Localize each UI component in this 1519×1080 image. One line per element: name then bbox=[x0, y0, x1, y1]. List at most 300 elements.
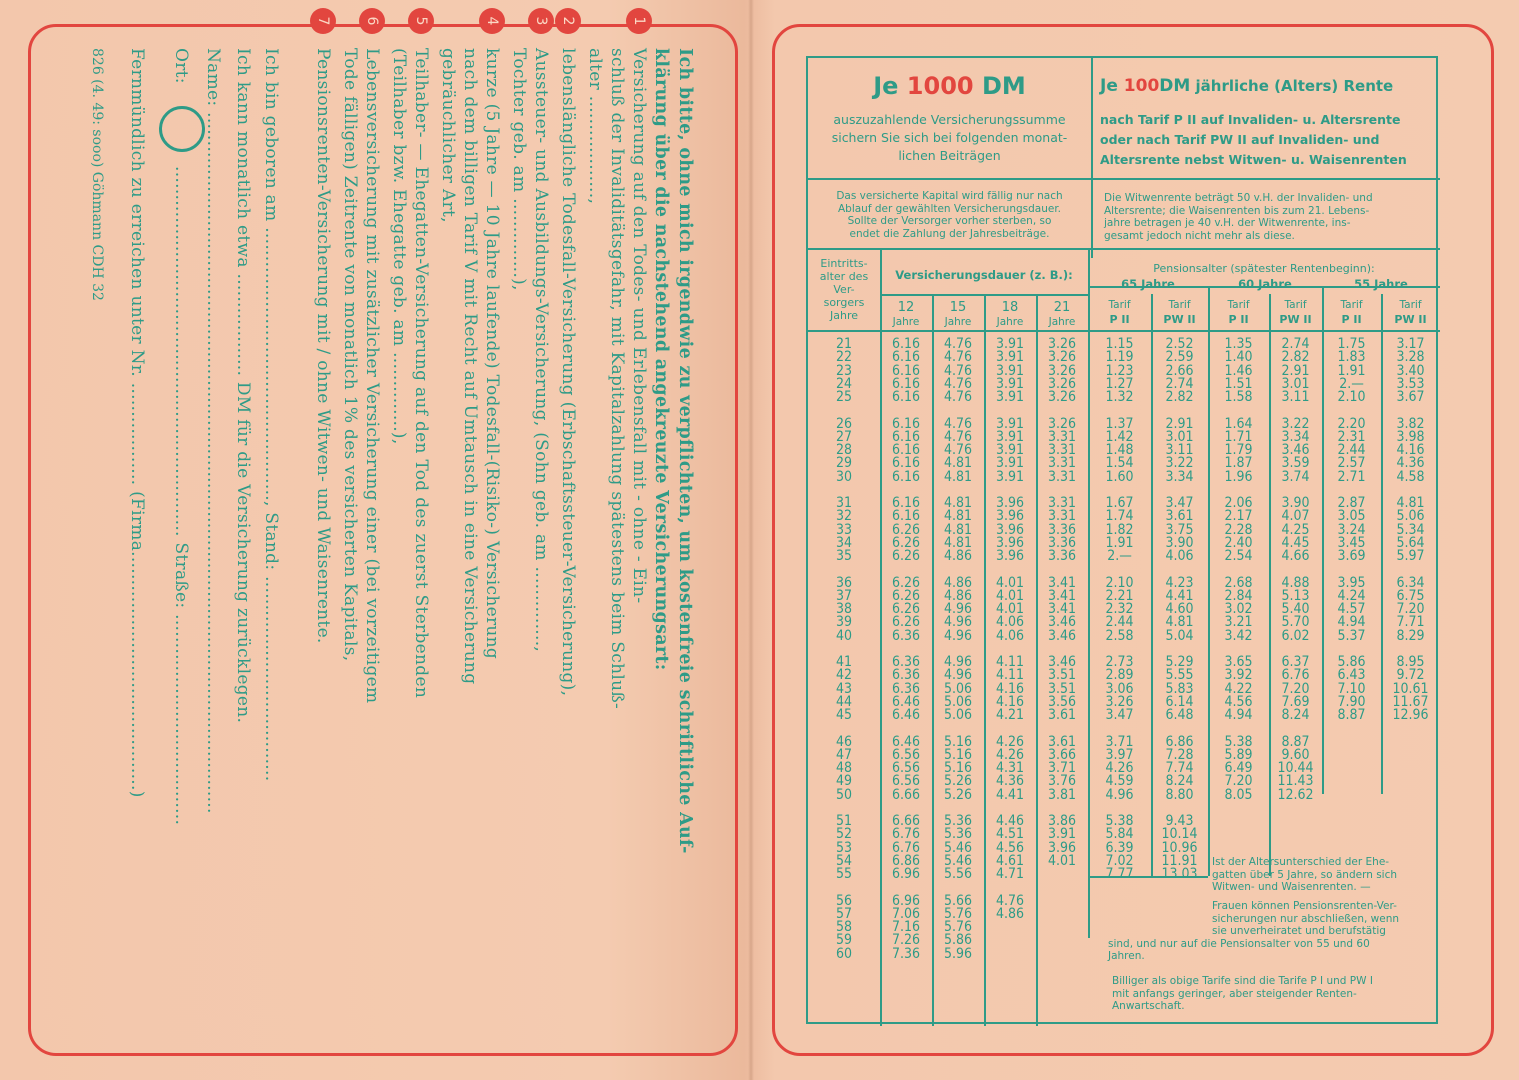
header2-je: Je bbox=[1100, 76, 1124, 96]
table-cell: 60 bbox=[835, 945, 853, 962]
table-cell: 2.82 bbox=[1281, 349, 1310, 366]
footnote-cheaper-tariffs: Anwartschaft. bbox=[1112, 1000, 1185, 1012]
note-widow-pension: Die Witwenrente beträgt 50 v.H. der Invaliden- und bbox=[1104, 192, 1373, 204]
table-cell: 3.97 bbox=[1105, 746, 1134, 763]
option-text-line: gebräuchlicher Art, bbox=[438, 48, 458, 223]
table-cell: 2.89 bbox=[1105, 667, 1134, 684]
table-cell: 1.91 bbox=[1337, 362, 1366, 379]
table-cell: 5.66 bbox=[943, 892, 973, 909]
table-cell: 1.91 bbox=[1105, 534, 1134, 551]
note-capital-due: Sollte der Versorger vorher sterben, so bbox=[847, 215, 1052, 227]
header-100-subtext: nach Tarif P II auf Invaliden- u. Altersrente bbox=[1100, 112, 1401, 127]
entry-age-header: alter des bbox=[819, 270, 869, 283]
pension-age-label: 65 Jahre bbox=[1121, 277, 1175, 291]
table-cell: 4.01 bbox=[995, 587, 1025, 604]
pension-age-header: Pensionsalter (spätester Rentenbeginn): bbox=[1153, 262, 1375, 275]
table-cell: 3.31 bbox=[1047, 508, 1077, 525]
table-cell: 4.81 bbox=[943, 495, 973, 511]
table-cell: 1.42 bbox=[1105, 428, 1134, 445]
table-cell: 4.26 bbox=[995, 733, 1025, 750]
table-cell: 5.06 bbox=[943, 680, 973, 697]
table-cell: 6.16 bbox=[891, 362, 921, 379]
table-column-d15 bbox=[932, 338, 984, 961]
option-number-badge: 1 bbox=[626, 8, 652, 34]
empty-cell bbox=[1381, 828, 1440, 841]
table-cell: 4.81 bbox=[943, 534, 973, 551]
empty-cell bbox=[1269, 815, 1322, 828]
table-cell: 6.16 bbox=[891, 495, 921, 511]
table-cell: 5.86 bbox=[943, 932, 973, 949]
table-cell: 4.11 bbox=[995, 667, 1025, 684]
form-intro-line-2: klärung über die nachstehend angekreuzte Versicherungsart: bbox=[651, 48, 671, 671]
table-cell: 6.75 bbox=[1396, 587, 1425, 604]
table-cell: 12.96 bbox=[1392, 707, 1429, 723]
table-cell: 8.24 bbox=[1165, 773, 1194, 790]
note-widow-pension: Altersrente; die Waisenrenten bis zum 21. Lebens- bbox=[1104, 204, 1370, 217]
table-cell: 4.81 bbox=[943, 508, 973, 525]
table-cell: 3.26 bbox=[1047, 349, 1077, 366]
table-cell: 2.66 bbox=[1165, 362, 1194, 379]
table-cell: 5.06 bbox=[1396, 508, 1425, 525]
table-cell: 4.76 bbox=[943, 349, 973, 366]
table-cell: 9.72 bbox=[1396, 667, 1425, 684]
table-cell: 1.32 bbox=[1105, 389, 1134, 405]
table-cell: 4.96 bbox=[943, 667, 973, 684]
table-cell: 6.36 bbox=[891, 667, 921, 684]
table-cell: 3.95 bbox=[1337, 574, 1366, 591]
tarif-label: Tarif bbox=[1227, 299, 1250, 311]
table-cell: 6.16 bbox=[891, 336, 921, 352]
table-cell: 4.76 bbox=[943, 375, 973, 392]
table-cell: 5.46 bbox=[943, 839, 973, 856]
tarif-label: Tarif bbox=[1340, 299, 1363, 311]
table-cell: 3.69 bbox=[1337, 548, 1366, 564]
table-cell: 4.16 bbox=[995, 693, 1025, 710]
table-cell: 5.97 bbox=[1396, 548, 1425, 564]
table-cell: 6.16 bbox=[891, 508, 921, 525]
table-cell: 5.16 bbox=[943, 760, 973, 776]
table-cell: 7.02 bbox=[1105, 852, 1134, 869]
table-cell: 4.96 bbox=[943, 627, 973, 644]
table-cell: 3.61 bbox=[1165, 508, 1194, 525]
table-cell: 2.40 bbox=[1224, 534, 1253, 551]
table-cell: 2.06 bbox=[1224, 495, 1253, 511]
table-cell: 8.29 bbox=[1396, 627, 1425, 644]
table-cell: 4.41 bbox=[1165, 587, 1194, 604]
footnote-women: Jahren. bbox=[1108, 950, 1145, 962]
table-cell: 1.74 bbox=[1105, 508, 1134, 525]
ort-street-field: ................................................................. Straße: ..................................... bbox=[171, 166, 191, 826]
table-cell: 2.84 bbox=[1224, 587, 1253, 604]
empty-cell bbox=[1208, 828, 1269, 841]
table-cell: 3.92 bbox=[1224, 667, 1253, 684]
table-cell: 4.76 bbox=[943, 389, 973, 405]
table-cell: 6.56 bbox=[891, 746, 921, 763]
tarif-name: P II bbox=[1341, 313, 1362, 326]
table-cell: 4.11 bbox=[995, 654, 1025, 670]
footnote-women: sie unverheiratet und berufstätig bbox=[1212, 925, 1386, 937]
table-cell: 6.34 bbox=[1396, 574, 1425, 591]
table-cell: 1.96 bbox=[1224, 468, 1253, 485]
table-cell: 4.86 bbox=[943, 548, 973, 564]
footnote-women: Frauen können Pensionsrenten-Ver- bbox=[1212, 900, 1397, 912]
table-cell: 46 bbox=[835, 733, 853, 750]
table-cell: 2.— bbox=[1339, 375, 1364, 392]
table-cell: 3.86 bbox=[1047, 813, 1077, 829]
table-cell: 4.46 bbox=[995, 813, 1025, 829]
table-cell: 4.76 bbox=[995, 892, 1025, 909]
tarif-label: Tarif bbox=[1108, 299, 1131, 311]
table-cell: 2.82 bbox=[1165, 389, 1194, 405]
tarif-name: P II bbox=[1228, 313, 1249, 326]
table-cell: 5.40 bbox=[1281, 601, 1310, 617]
table-cell: 2.28 bbox=[1224, 521, 1253, 538]
table-cell: 4.59 bbox=[1105, 773, 1134, 790]
table-cell: 5.64 bbox=[1396, 534, 1425, 551]
table-cell: 4.76 bbox=[943, 428, 973, 445]
table-cell: 3.26 bbox=[1105, 693, 1134, 710]
note-capital-due: Das versicherte Kapital wird fällig nur nach bbox=[836, 190, 1063, 202]
table-cell: 3.91 bbox=[995, 455, 1025, 472]
header-per-100-dm-pension bbox=[1100, 76, 1393, 96]
table-cell: 3.81 bbox=[1047, 786, 1077, 803]
option-text-line: Aussteuer- und Ausbildungs-Versicherung, (Sohn geb. am .............., bbox=[531, 48, 551, 653]
table-cell: 3.26 bbox=[1047, 389, 1077, 405]
table-cell: 4.36 bbox=[995, 773, 1025, 790]
table-cell: 53 bbox=[835, 839, 853, 856]
table-cell: 6.43 bbox=[1337, 667, 1366, 684]
table-cell: 7.28 bbox=[1165, 746, 1194, 763]
tarif-label: Tarif bbox=[1168, 299, 1191, 311]
empty-cell bbox=[1381, 842, 1440, 855]
table-cell: 6.96 bbox=[891, 866, 921, 882]
table-cell: 5.84 bbox=[1105, 826, 1134, 843]
tarif-label: Tarif bbox=[1284, 299, 1307, 311]
table-cell: 1.51 bbox=[1224, 375, 1253, 392]
table-cell: 3.56 bbox=[1047, 693, 1077, 710]
table-cell: 6.56 bbox=[891, 773, 921, 790]
table-cell: 8.24 bbox=[1281, 707, 1310, 723]
table-cell: 7.77 bbox=[1105, 866, 1134, 882]
table-cell: 5.26 bbox=[943, 786, 973, 803]
empty-cell bbox=[1322, 749, 1381, 762]
table-cell: 8.87 bbox=[1281, 733, 1310, 750]
table-cell: 39 bbox=[835, 614, 853, 631]
monthly-field: Ich kann monatlich etwa .................. DM für die Versicherung zurücklegen. bbox=[233, 48, 253, 724]
table-cell: 3.46 bbox=[1047, 627, 1077, 644]
table-cell: 27 bbox=[835, 428, 853, 445]
table-cell: 6.76 bbox=[1281, 667, 1310, 684]
table-cell: 3.66 bbox=[1047, 746, 1077, 763]
duration-unit: Jahre bbox=[996, 316, 1024, 328]
table-cell: 6.46 bbox=[891, 707, 921, 723]
table-cell: 3.51 bbox=[1047, 680, 1077, 697]
table-cell: 3.17 bbox=[1396, 336, 1425, 352]
table-cell: 10.44 bbox=[1277, 760, 1314, 776]
empty-cell bbox=[984, 921, 1036, 934]
table-cell: 1.71 bbox=[1224, 428, 1253, 445]
table-cell: 4.16 bbox=[995, 680, 1025, 697]
table-cell: 1.46 bbox=[1224, 362, 1253, 379]
table-cell: 24 bbox=[835, 375, 853, 392]
table-cell: 8.95 bbox=[1396, 654, 1425, 670]
table-cell: 1.15 bbox=[1105, 336, 1134, 352]
table-cell: 7.26 bbox=[891, 932, 921, 949]
footnote-cheaper-tariffs: mit anfangs geringer, aber steigender Renten- bbox=[1112, 987, 1357, 1000]
option-text-line: Tode fälligen) Zeitrente von monatlich 1% des versicherten Kapitals, bbox=[340, 48, 360, 662]
table-cell: 2.91 bbox=[1281, 362, 1310, 379]
table-cell: 6.02 bbox=[1281, 627, 1310, 644]
table-column-ages bbox=[808, 338, 880, 961]
header-dm: DM bbox=[973, 72, 1026, 100]
table-cell: 6.26 bbox=[891, 587, 921, 604]
table-cell: 5.96 bbox=[943, 945, 973, 962]
table-cell: 4.76 bbox=[943, 442, 973, 458]
table-cell: 1.35 bbox=[1224, 336, 1253, 352]
center-fold bbox=[748, 0, 754, 1080]
name-field: Name: ........................................................................................................................... bbox=[203, 48, 223, 814]
table-cell: 1.27 bbox=[1105, 375, 1134, 392]
table-cell: 6.26 bbox=[891, 601, 921, 617]
row-group-gap bbox=[1151, 881, 1208, 894]
pension-age-label: 55 Jahre bbox=[1354, 277, 1408, 291]
table-cell: 48 bbox=[835, 760, 853, 776]
table-cell: 4.61 bbox=[995, 852, 1025, 869]
table-cell: 4.22 bbox=[1224, 680, 1253, 697]
empty-cell bbox=[1381, 775, 1440, 788]
table-cell: 32 bbox=[835, 508, 853, 525]
tarif-name: P II bbox=[1109, 313, 1130, 326]
table-cell: 3.96 bbox=[995, 495, 1025, 511]
empty-cell bbox=[984, 934, 1036, 947]
table-cell: 6.16 bbox=[891, 415, 921, 432]
empty-cell bbox=[1381, 815, 1440, 828]
table-cell: 2.10 bbox=[1105, 574, 1134, 591]
footnote-age-difference: Ist der Altersunterschied der Ehe- bbox=[1212, 856, 1390, 868]
table-cell: 3.61 bbox=[1047, 733, 1077, 750]
empty-cell bbox=[984, 948, 1036, 961]
empty-cell bbox=[1269, 828, 1322, 841]
table-cell: 56 bbox=[835, 892, 853, 909]
table-cell: 6.16 bbox=[891, 349, 921, 366]
table-cell: 6.16 bbox=[891, 428, 921, 445]
header-100-subtext: oder nach Tarif PW II auf Invaliden- und bbox=[1100, 132, 1380, 147]
option-text-line: Versicherung auf den Todes- und Erlebensfall mit - ohne - Ein- bbox=[629, 48, 649, 604]
table-cell: 6.16 bbox=[891, 389, 921, 405]
empty-cell bbox=[1381, 736, 1440, 749]
table-cell: 49 bbox=[835, 773, 853, 790]
table-cell: 3.74 bbox=[1281, 468, 1310, 485]
table-cell: 4.71 bbox=[995, 866, 1025, 882]
table-cell: 3.06 bbox=[1105, 680, 1134, 697]
empty-cell bbox=[1151, 908, 1208, 921]
table-cell: 3.96 bbox=[995, 548, 1025, 564]
table-cell: 2.73 bbox=[1105, 654, 1134, 670]
table-cell: 50 bbox=[835, 786, 853, 803]
table-cell: 55 bbox=[835, 866, 853, 882]
tarif-label: Tarif bbox=[1399, 299, 1422, 311]
table-cell: 4.81 bbox=[943, 455, 973, 472]
table-cell: 6.66 bbox=[891, 786, 921, 803]
table-cell: 3.91 bbox=[995, 468, 1025, 485]
empty-cell bbox=[1088, 895, 1151, 908]
empty-cell bbox=[1151, 895, 1208, 908]
entry-age-header: Ver- bbox=[833, 283, 855, 296]
table-column-d21 bbox=[1036, 338, 1088, 961]
table-cell: 3.53 bbox=[1396, 375, 1425, 392]
table-cell: 6.16 bbox=[891, 442, 921, 458]
table-cell: 29 bbox=[835, 455, 853, 472]
table-cell: 12.62 bbox=[1277, 786, 1314, 803]
table-cell: 6.76 bbox=[891, 839, 921, 856]
table-cell: 2.44 bbox=[1105, 614, 1134, 631]
table-cell: 5.76 bbox=[943, 905, 973, 922]
table-cell: 3.41 bbox=[1047, 587, 1077, 604]
request-form-rotated bbox=[63, 16, 703, 1032]
request-form-panel bbox=[28, 16, 738, 1056]
table-cell: 3.41 bbox=[1047, 574, 1077, 591]
table-cell: 1.19 bbox=[1105, 349, 1134, 366]
table-cell: 3.26 bbox=[1047, 362, 1077, 379]
table-cell: 1.48 bbox=[1105, 442, 1134, 458]
table-cell: 3.96 bbox=[1047, 839, 1077, 856]
table-cell: 3.26 bbox=[1047, 375, 1077, 392]
table-cell: 2.74 bbox=[1281, 336, 1310, 352]
table-cell: 35 bbox=[835, 548, 853, 564]
empty-cell bbox=[1322, 789, 1381, 802]
table-cell: 6.39 bbox=[1105, 839, 1134, 856]
entry-age-header: Eintritts- bbox=[820, 257, 868, 270]
table-cell: 6.16 bbox=[891, 468, 921, 485]
table-cell: 2.44 bbox=[1337, 442, 1366, 458]
ort-label: Ort: bbox=[171, 48, 191, 84]
table-cell: 3.42 bbox=[1224, 627, 1253, 644]
row-group-gap bbox=[1036, 881, 1088, 894]
phone-field: Fernmündlich zu erreichen unter Nr. .................. (Firma..........................................) bbox=[127, 48, 147, 798]
empty-cell bbox=[1381, 934, 1440, 947]
table-cell: 4.06 bbox=[995, 614, 1025, 631]
table-cell: 3.91 bbox=[995, 415, 1025, 432]
table-cell: 4.96 bbox=[943, 614, 973, 631]
table-cell: 2.59 bbox=[1165, 349, 1194, 366]
table-cell: 3.31 bbox=[1047, 442, 1077, 458]
option-number-badge: 3 bbox=[528, 8, 554, 34]
table-cell: 5.76 bbox=[943, 919, 973, 935]
table-rule-h bbox=[808, 248, 1440, 250]
table-cell: 2.87 bbox=[1337, 495, 1366, 511]
option-text-line: alter .................., bbox=[585, 48, 605, 205]
table-cell: 3.90 bbox=[1165, 534, 1194, 551]
table-cell: 59 bbox=[835, 932, 853, 949]
table-cell: 6.16 bbox=[891, 455, 921, 472]
table-cell: 5.16 bbox=[943, 746, 973, 763]
table-cell: 1.82 bbox=[1105, 521, 1134, 538]
table-cell: 4.57 bbox=[1337, 601, 1366, 617]
table-cell: 10.96 bbox=[1161, 839, 1198, 856]
table-cell: 4.56 bbox=[1224, 693, 1253, 710]
empty-cell bbox=[1036, 868, 1088, 881]
option-number-badge: 5 bbox=[408, 8, 434, 34]
table-cell: 8.87 bbox=[1337, 707, 1366, 723]
table-cell: 3.82 bbox=[1396, 415, 1425, 432]
tarif-name: PW II bbox=[1394, 313, 1427, 326]
table-cell: 3.36 bbox=[1047, 548, 1077, 564]
footnote-cheaper-tariffs: Billiger als obige Tarife sind die Tarife P I und PW I bbox=[1112, 975, 1373, 987]
empty-cell bbox=[1381, 789, 1440, 802]
table-cell: 4.26 bbox=[995, 746, 1025, 763]
table-cell: 3.91 bbox=[995, 336, 1025, 352]
table-cell: 2.31 bbox=[1337, 428, 1366, 445]
table-cell: 1.79 bbox=[1224, 442, 1253, 458]
table-cell: 5.38 bbox=[1105, 813, 1134, 829]
table-cell: 3.24 bbox=[1337, 521, 1366, 538]
table-cell: 26 bbox=[835, 415, 853, 432]
table-cell: 7.10 bbox=[1337, 680, 1366, 697]
table-cell: 3.36 bbox=[1047, 534, 1077, 551]
table-cell: 4.94 bbox=[1224, 707, 1253, 723]
option-text-line: lebenslängliche Todesfall-Versicherung (Erbschaftssteuer-Versicherung), bbox=[558, 48, 578, 697]
table-cell: 4.51 bbox=[995, 826, 1025, 843]
header2-dm: DM bbox=[1159, 76, 1191, 96]
table-cell: 4.01 bbox=[1047, 852, 1077, 869]
table-cell: 3.41 bbox=[1047, 601, 1077, 617]
table-column-p65 bbox=[1088, 338, 1151, 961]
table-cell: 3.47 bbox=[1165, 495, 1194, 511]
table-cell: 3.46 bbox=[1281, 442, 1310, 458]
table-cell: 41 bbox=[835, 654, 853, 670]
note-widow-pension: jahre betragen je 40 v.H. der Witwenrente, ins- bbox=[1104, 217, 1351, 229]
row-group-gap bbox=[1381, 881, 1440, 894]
table-cell: 3.05 bbox=[1337, 508, 1366, 525]
born-field: Ich bin geboren am ................................................, Stand: .................................... bbox=[261, 48, 281, 782]
table-cell: 6.14 bbox=[1165, 693, 1194, 710]
table-cell: 5.55 bbox=[1165, 667, 1194, 684]
table-cell: 10.61 bbox=[1392, 680, 1429, 697]
table-cell: 6.26 bbox=[891, 614, 921, 631]
empty-cell bbox=[1322, 736, 1381, 749]
table-cell: 3.59 bbox=[1281, 455, 1310, 472]
header2-rest: jährliche (Alters) Rente bbox=[1190, 77, 1394, 95]
table-cell: 7.71 bbox=[1396, 614, 1425, 631]
print-code: 826 (4. 49: sooo) Göhmann CDH 32 bbox=[89, 48, 105, 301]
table-cell: 6.96 bbox=[891, 892, 921, 909]
duration-header: Versicherungsdauer (z. B.): bbox=[895, 268, 1073, 282]
table-cell: 6.26 bbox=[891, 548, 921, 564]
table-cell: 5.29 bbox=[1165, 654, 1194, 670]
header-1000-subtext: auszuzahlende Versicherungssumme bbox=[833, 112, 1066, 127]
footnote-women: sicherungen nur abschließen, wenn bbox=[1212, 912, 1400, 925]
table-cell: 3.91 bbox=[995, 389, 1025, 405]
table-cell: 1.54 bbox=[1105, 455, 1134, 472]
note-capital-due: endet die Zahlung der Jahresbeiträge. bbox=[849, 227, 1050, 240]
table-cell: 43 bbox=[835, 680, 853, 697]
table-cell: 8.80 bbox=[1165, 786, 1194, 803]
table-cell: 4.21 bbox=[995, 707, 1025, 723]
option-number-badge: 6 bbox=[359, 8, 385, 34]
table-cell: 4.94 bbox=[1337, 614, 1366, 631]
table-cell: 6.66 bbox=[891, 813, 921, 829]
table-cell: 6.26 bbox=[891, 534, 921, 551]
table-cell: 4.06 bbox=[1165, 548, 1194, 564]
seal-circle bbox=[159, 106, 205, 152]
table-cell: 10.14 bbox=[1161, 826, 1198, 843]
table-cell: 2.52 bbox=[1165, 336, 1194, 352]
table-cell: 5.83 bbox=[1165, 680, 1194, 697]
table-cell: 3.22 bbox=[1165, 455, 1194, 472]
table-cell: 4.86 bbox=[943, 574, 973, 591]
table-cell: 2.32 bbox=[1105, 601, 1134, 617]
table-cell: 3.96 bbox=[995, 508, 1025, 525]
